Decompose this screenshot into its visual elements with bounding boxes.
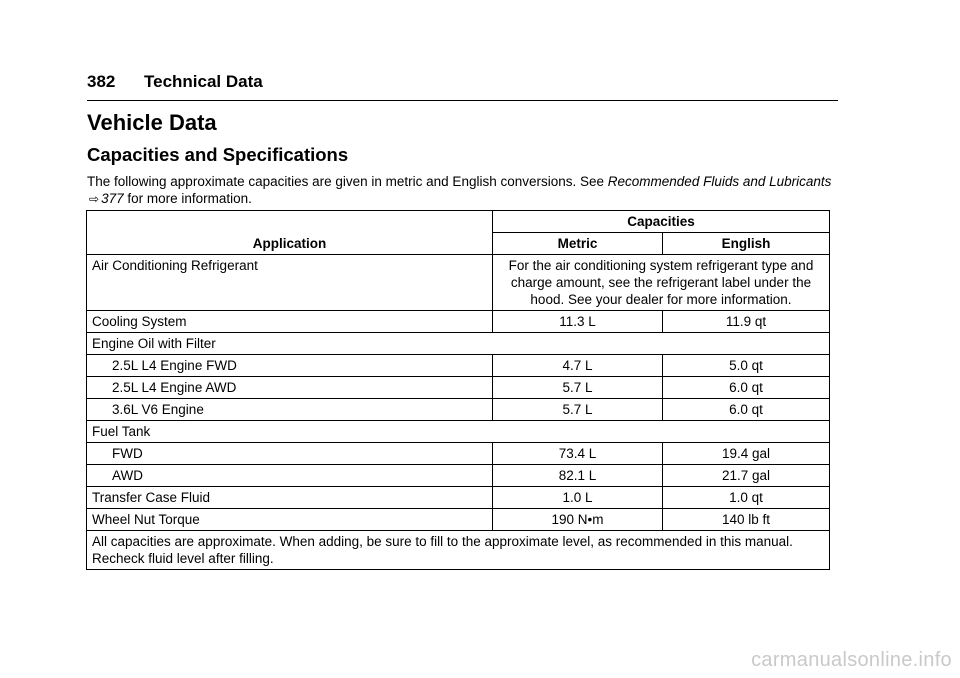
header-metric: Metric	[493, 233, 663, 255]
section-title: Technical Data	[144, 72, 263, 91]
row-label: Transfer Case Fluid	[87, 487, 493, 509]
row-metric: 73.4 L	[493, 443, 663, 465]
row-label: Wheel Nut Torque	[87, 509, 493, 531]
row-metric: 4.7 L	[493, 355, 663, 377]
table-row	[87, 311, 830, 333]
intro-text: The following approximate capacities are given in metric and English conversions. See	[87, 174, 608, 189]
row-group-label: Fuel Tank	[87, 421, 830, 443]
table-header-row	[87, 211, 830, 233]
row-label: Cooling System	[87, 311, 493, 333]
table-footnote-row	[87, 531, 830, 570]
table-row	[87, 255, 830, 311]
row-metric: 5.7 L	[493, 399, 663, 421]
page-ref-number[interactable]: 377	[101, 191, 124, 206]
table-row	[87, 377, 830, 399]
row-english: 6.0 qt	[663, 377, 830, 399]
row-metric: 190 N•m	[493, 509, 663, 531]
row-label: 3.6L V6 Engine	[87, 399, 493, 421]
table-row	[87, 443, 830, 465]
table-row	[87, 421, 830, 443]
intro-paragraph	[87, 173, 837, 208]
header-application: Application	[87, 211, 493, 255]
row-english: 1.0 qt	[663, 487, 830, 509]
row-metric: 82.1 L	[493, 465, 663, 487]
row-label: 2.5L L4 Engine AWD	[87, 377, 493, 399]
intro-text-end: for more information.	[123, 191, 252, 206]
row-metric: 5.7 L	[493, 377, 663, 399]
row-english: 11.9 qt	[663, 311, 830, 333]
row-english: 6.0 qt	[663, 399, 830, 421]
row-english: 21.7 gal	[663, 465, 830, 487]
page-ref-icon: ⇨	[89, 192, 100, 206]
table-row	[87, 333, 830, 355]
row-metric: 11.3 L	[493, 311, 663, 333]
row-english: 5.0 qt	[663, 355, 830, 377]
header-capacities: Capacities	[493, 211, 830, 233]
row-group-label: Engine Oil with Filter	[87, 333, 830, 355]
row-label: AWD	[87, 465, 493, 487]
row-english: 19.4 gal	[663, 443, 830, 465]
table-row	[87, 399, 830, 421]
row-metric: 1.0 L	[493, 487, 663, 509]
table-row	[87, 509, 830, 531]
row-label: Air Conditioning Refrigerant	[87, 255, 493, 311]
table-row	[87, 487, 830, 509]
row-english: 140 lb ft	[663, 509, 830, 531]
table-row	[87, 355, 830, 377]
header-english: English	[663, 233, 830, 255]
row-label: 2.5L L4 Engine FWD	[87, 355, 493, 377]
page-number: 382	[87, 72, 116, 91]
row-note: For the air conditioning system refrigerant type and charge amount, see the refrigerant label under the hood. See your dealer for more information.	[493, 255, 830, 311]
page-title: Vehicle Data	[87, 110, 217, 135]
watermark: carmanualsonline.info	[751, 649, 952, 671]
recommended-fluids-link[interactable]: Recommended Fluids and Lubricants	[607, 174, 832, 189]
row-label: FWD	[87, 443, 493, 465]
table-row	[87, 465, 830, 487]
page-header	[87, 72, 838, 101]
table-footnote: All capacities are approximate. When adding, be sure to fill to the approximate level, as recommended in this manual. Recheck fluid level after filling.	[87, 531, 830, 570]
capacities-table	[86, 210, 830, 570]
section-subtitle: Capacities and Specifications	[87, 144, 349, 165]
